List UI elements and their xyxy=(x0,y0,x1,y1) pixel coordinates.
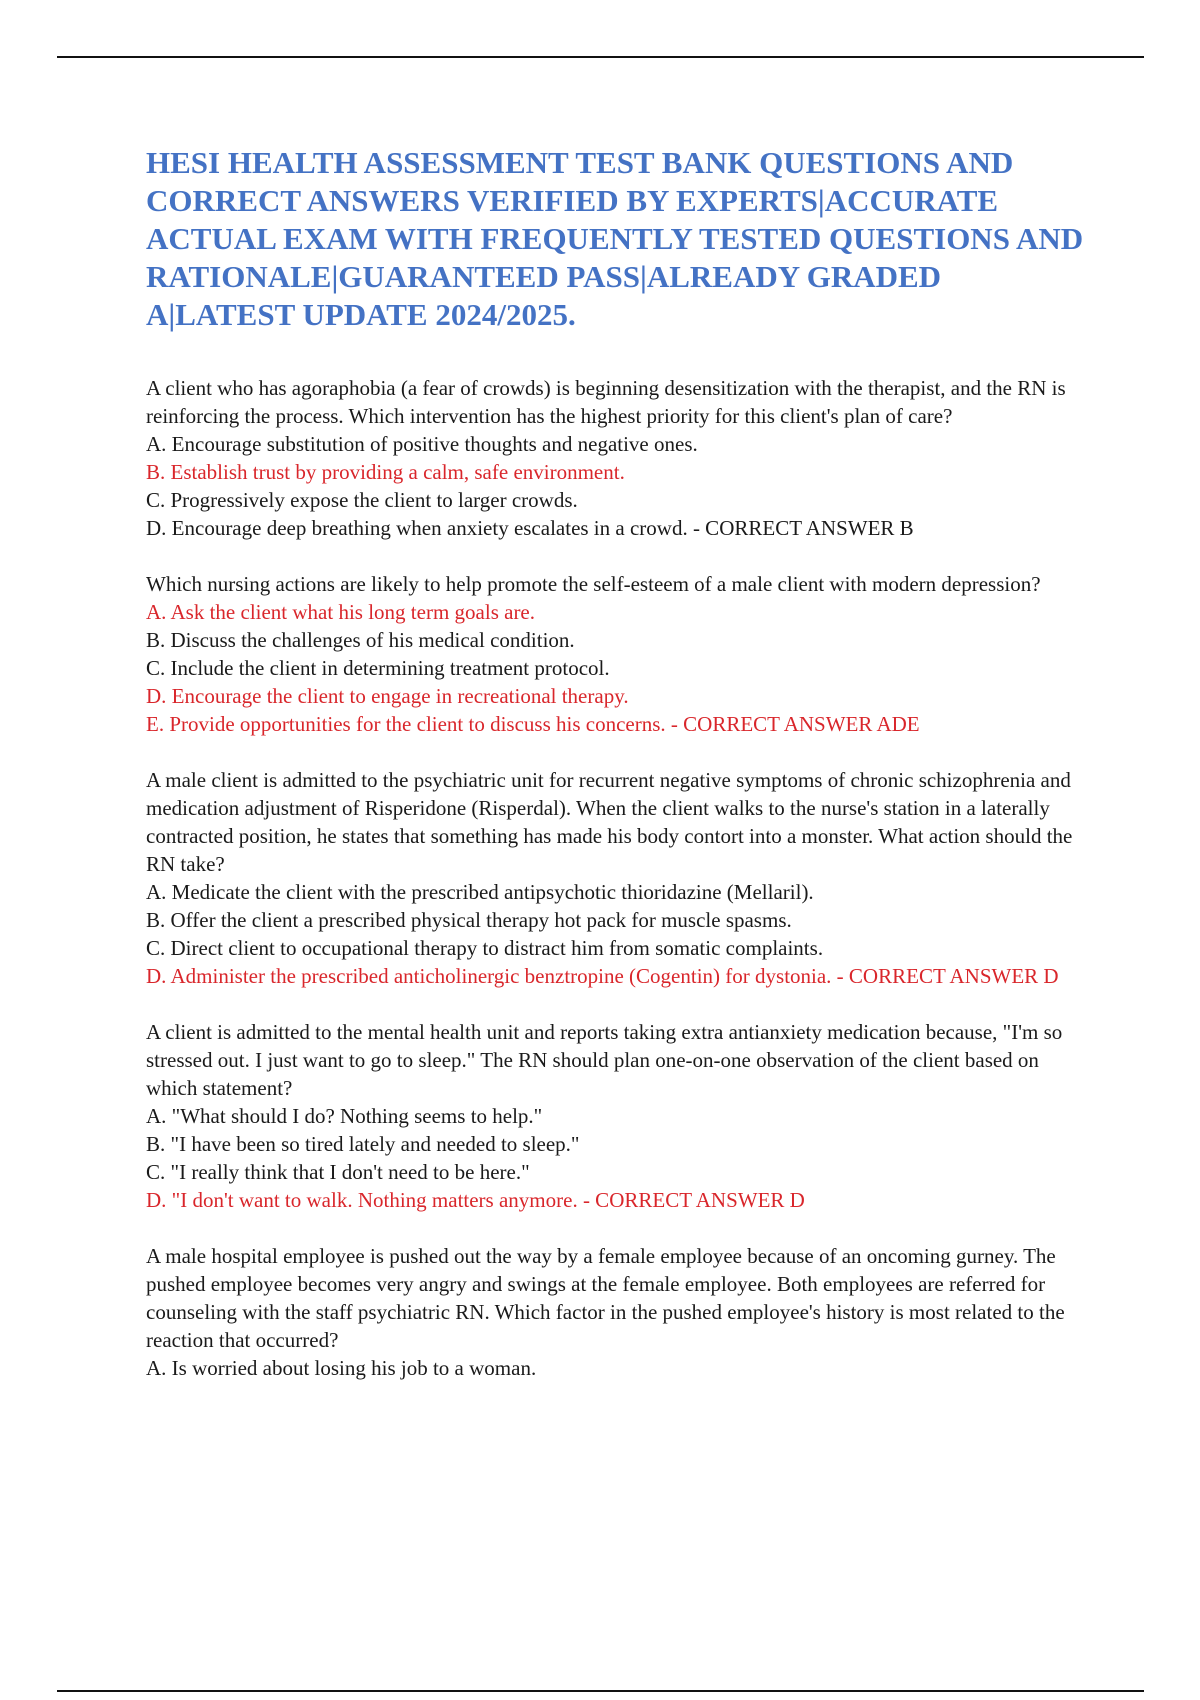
correct-answer-option: D. "I don't want to walk. Nothing matters anymore. - CORRECT ANSWER D xyxy=(146,1188,805,1212)
answer-option: C. "I really think that I don't need to be here." xyxy=(146,1160,530,1184)
document-body xyxy=(146,144,1086,1410)
correct-answer-option: B. Establish trust by providing a calm, safe environment. xyxy=(146,460,625,484)
footer-rule xyxy=(57,1690,1144,1692)
header-rule xyxy=(57,56,1144,58)
document-title: HESI HEALTH ASSESSMENT TEST BANK QUESTIONS AND CORRECT ANSWERS VERIFIED BY EXPERTS|ACCURATE ACTUAL EXAM WITH FREQUENTLY TESTED QUESTIONS AND RATIONALE|GUARANTEED PASS|ALREADY GRADED A|LATEST UPDATE 2024/2025. xyxy=(146,145,1084,332)
correct-answer-option: D. Administer the prescribed anticholinergic benztropine (Cogentin) for dystonia. - CORRECT ANSWER D xyxy=(146,964,1059,988)
question-stem: A client is admitted to the mental health unit and reports taking extra antianxiety medication because, "I'm so stressed out. I just want to go to sleep." The RN should plan one-on-one observation of the client based on which statement? xyxy=(146,1020,1063,1100)
question-block xyxy=(146,1242,1086,1382)
correct-answer-option: E. Provide opportunities for the client to discuss his concerns. - CORRECT ANSWER ADE xyxy=(146,712,920,736)
question-stem: A male hospital employee is pushed out the way by a female employee because of an oncoming gurney. The pushed employee becomes very angry and swings at the female employee. Both employees are referred for counseling with the staff psychiatric RN. Which factor in the pushed employee's history is most related to the reaction that occurred? xyxy=(146,1244,1065,1352)
answer-options xyxy=(146,878,1086,990)
answer-option: A. "What should I do? Nothing seems to help." xyxy=(146,1104,543,1128)
answer-options xyxy=(146,1354,1086,1382)
answer-option: B. Offer the client a prescribed physical therapy hot pack for muscle spasms. xyxy=(146,908,792,932)
answer-option: C. Progressively expose the client to larger crowds. xyxy=(146,488,578,512)
answer-options xyxy=(146,598,1086,738)
question-stem: A client who has agoraphobia (a fear of crowds) is beginning desensitization with the therapist, and the RN is reinforcing the process. Which intervention has the highest priority for this client's plan of care? xyxy=(146,376,1066,428)
answer-option: B. Discuss the challenges of his medical condition. xyxy=(146,628,575,652)
answer-options xyxy=(146,430,1086,542)
correct-answer-option: D. Encourage the client to engage in recreational therapy. xyxy=(146,684,629,708)
correct-answer-option: A. Ask the client what his long term goals are. xyxy=(146,600,536,624)
answer-option: A. Encourage substitution of positive thoughts and negative ones. xyxy=(146,432,698,456)
question-stem: A male client is admitted to the psychiatric unit for recurrent negative symptoms of chronic schizophrenia and medication adjustment of Risperidone (Risperdal). When the client walks to the nurse's station in a laterally contracted position, he states that something has made his body contort into a monster. What action should the RN take? xyxy=(146,768,1073,876)
answer-options xyxy=(146,1102,1086,1214)
question-list xyxy=(146,374,1086,1382)
answer-option: D. Encourage deep breathing when anxiety escalates in a crowd. - CORRECT ANSWER B xyxy=(146,516,914,540)
answer-option: C. Direct client to occupational therapy to distract him from somatic complaints. xyxy=(146,936,824,960)
answer-option: C. Include the client in determining treatment protocol. xyxy=(146,656,610,680)
answer-option: A. Is worried about losing his job to a woman. xyxy=(146,1356,537,1380)
answer-option: B. "I have been so tired lately and needed to sleep." xyxy=(146,1132,580,1156)
answer-option: A. Medicate the client with the prescribed antipsychotic thioridazine (Mellaril). xyxy=(146,880,814,904)
question-stem: Which nursing actions are likely to help promote the self-esteem of a male client with modern depression? xyxy=(146,572,1041,596)
question-block xyxy=(146,374,1086,542)
question-block xyxy=(146,1018,1086,1214)
question-block xyxy=(146,766,1086,990)
question-block xyxy=(146,570,1086,738)
